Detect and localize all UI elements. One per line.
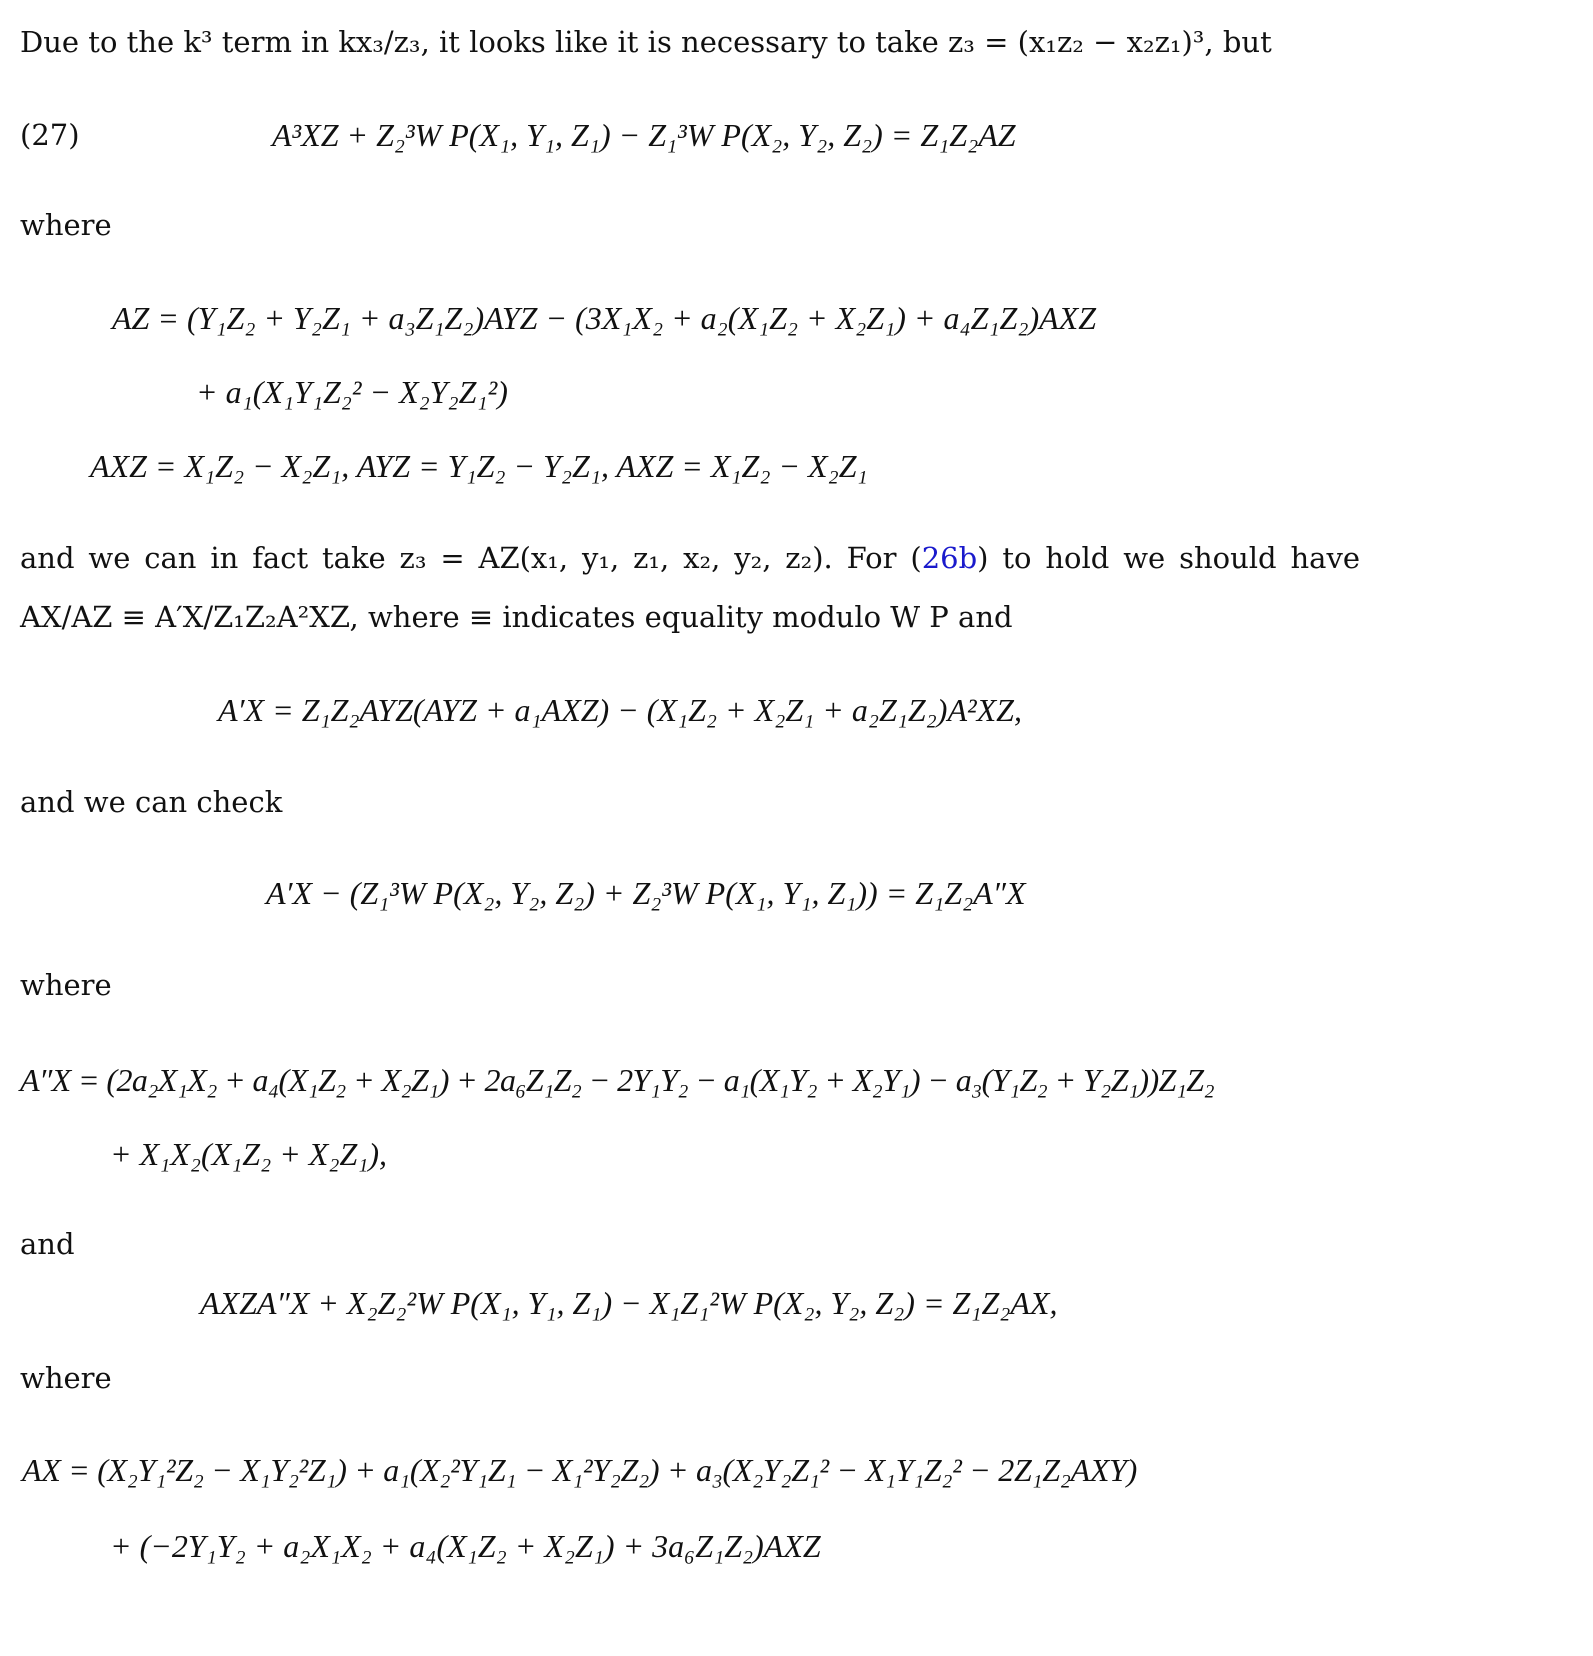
equation-27: A³XZ + Z₂³W P(X₁, Y₁, Z₁) − Z₁³W P(X₂, Y₂, Z₂) = Z₁Z₂AZ — [272, 117, 1016, 153]
paragraph-modulo: AX/AZ ≡ A′X/Z₁Z₂A²XZ, where ≡ indicates equality modulo W P and — [20, 600, 1013, 634]
equation-check: A′X − (Z₁³W P(X₂, Y₂, Z₂) + Z₂³W P(X₁, Y₁, Z₁)) = Z₁Z₂A″X — [266, 875, 1026, 911]
equation-reference-26b[interactable]: 26b — [921, 541, 978, 575]
equation-ax-line-1: AX = (X₂Y₁²Z₂ − X₁Y₂²Z₁) + a₁(X₂²Y₁Z₁ − X₁²Y₂Z₂) + a₃(X₂Y₂Z₁² − X₁Y₁Z₂² − 2Z₁Z₂AXY) — [22, 1452, 1137, 1488]
equation-axz-definitions: AXZ = X₁Z₂ − X₂Z₁, AYZ = Y₁Z₂ − Y₂Z₁, AXZ = X₁Z₂ − X₂Z₁ — [90, 448, 868, 484]
equation-ax-double-prime-line-1: A″X = (2a₂X₁X₂ + a₄(X₁Z₂ + X₂Z₁) + 2a₆Z₁Z₂ − 2Y₁Y₂ − a₁(X₁Y₂ + X₂Y₁) − a₃(Y₁Z₂ + Y₂Z₁))Z₁Z₂ — [20, 1062, 1214, 1098]
where-label-2: where — [20, 968, 112, 1002]
paragraph-intro: Due to the k³ term in kx₃/z₃, it looks like it is necessary to take z₃ = (x₁z₂ − x₂z₁)³, but — [20, 25, 1272, 59]
equation-ax-prime: A′X = Z₁Z₂AYZ(AYZ + a₁AXZ) − (X₁Z₂ + X₂Z₁ + a₂Z₁Z₂)A²XZ, — [218, 692, 1022, 728]
equation-and: AXZA″X + X₂Z₂²W P(X₁, Y₁, Z₁) − X₁Z₁²W P(X₂, Y₂, Z₂) = Z₁Z₂AX, — [200, 1285, 1058, 1321]
equation-ax-line-2: + (−2Y₁Y₂ + a₂X₁X₂ + a₄(X₁Z₂ + X₂Z₁) + 3a₆Z₁Z₂)AXZ — [110, 1528, 821, 1564]
where-label-3: where — [20, 1361, 112, 1395]
equation-ax-double-prime-line-2: + X₁X₂(X₁Z₂ + X₂Z₁), — [110, 1136, 388, 1172]
and-label: and — [20, 1227, 75, 1261]
where-label-1: where — [20, 208, 112, 242]
equation-number-27: (27) — [20, 118, 80, 152]
paragraph-check: and we can check — [20, 785, 283, 819]
equation-az-line-2: + a₁(X₁Y₁Z₂² − X₂Y₂Z₁²) — [196, 374, 508, 410]
paragraph-take-z3: and we can in fact take z₃ = AZ(x₁, y₁, z₁, x₂, y₂, z₂). For (26b) to hold we should have — [20, 541, 1360, 575]
equation-az-line-1: AZ = (Y₁Z₂ + Y₂Z₁ + a₃Z₁Z₂)AYZ − (3X₁X₂ + a₂(X₁Z₂ + X₂Z₁) + a₄Z₁Z₂)AXZ — [112, 300, 1096, 336]
